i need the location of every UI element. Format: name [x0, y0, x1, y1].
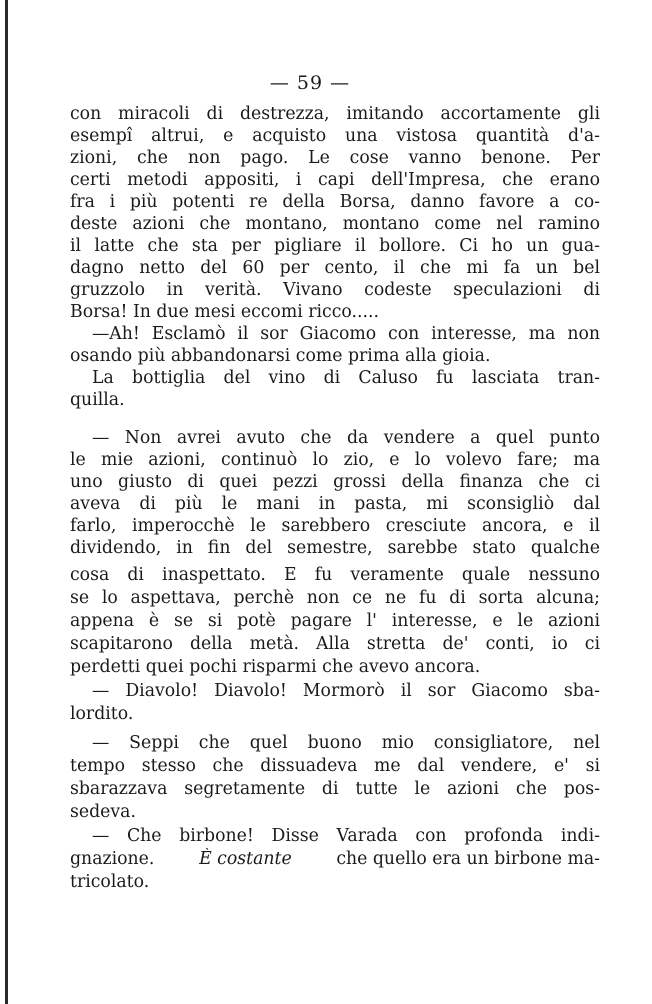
text-line: quilla.: [70, 390, 125, 410]
text-line: aveva di più le mani in pasta, mi sconsigliò dal: [70, 494, 600, 514]
text-line: osando più abbandonarsi come prima alla gioia.: [70, 346, 491, 366]
text-line: se lo aspettava, perchè non ce ne fu di sorta alcuna;: [70, 588, 600, 608]
text-line: —Ah! Esclamò il sor Giacomo con interesse, ma non: [92, 324, 600, 344]
text-line: certi metodi appositi, i capi dell'Impresa, che erano: [70, 170, 600, 190]
text-line: gruzzolo in verità. Vivano codeste speculazioni di: [70, 280, 600, 300]
page-number: — 59 —: [269, 72, 351, 94]
text-line: con miracoli di destrezza, imitando accortamente gli: [70, 104, 600, 124]
text-line: perdetti quei pochi risparmi che avevo ancora.: [70, 657, 481, 677]
text-line: lordito.: [70, 704, 134, 724]
text-line: — Che birbone! Disse Varada con profonda indi-: [92, 826, 600, 846]
text-line: farlo, imperocchè le sarebbero cresciute ancora, e il: [70, 516, 600, 536]
text-line: dagno netto del 60 per cento, il che mi fa un bel: [70, 258, 600, 278]
text-line: tricolato.: [70, 872, 150, 892]
text-line: La bottiglia del vino di Caluso fu lasciata tran-: [92, 368, 600, 388]
page-binding-edge: [5, 0, 8, 1004]
text-line: tempo stesso che dissuadeva me dal vendere, e' si: [70, 756, 600, 776]
text-line: [70, 848, 600, 870]
text-line: dividendo, in fin del semestre, sarebbe stato qualche: [70, 538, 600, 558]
text-line: esempî altrui, e acquisto una vistosa quantità d'a-: [70, 126, 600, 146]
text-line: — Diavolo! Diavolo! Mormorò il sor Giacomo sba-: [92, 681, 600, 701]
text-line: fra i più potenti re della Borsa, danno favore a co-: [70, 192, 600, 212]
text-fragment: gnazione.: [70, 849, 155, 869]
text-line: cosa di inaspettato. E fu veramente quale nessuno: [70, 565, 600, 585]
text-line: sedeva.: [70, 802, 136, 822]
text-line: — Non avrei avuto che da vendere a quel punto: [92, 428, 600, 448]
italic-phrase: È costante: [199, 849, 292, 869]
text-line: scapitarono della metà. Alla stretta de' conti, io ci: [70, 634, 600, 654]
text-line: zioni, che non pago. Le cose vanno benone. Per: [70, 148, 600, 168]
text-line: uno giusto di quei pezzi grossi della finanza che ci: [70, 472, 600, 492]
text-line: — Seppi che quel buono mio consigliatore, nel: [92, 733, 600, 753]
text-fragment: che quello era un birbone ma-: [336, 849, 600, 869]
text-line: deste azioni che montano, montano come nel ramino: [70, 214, 600, 234]
text-line: sbarazzava segretamente di tutte le azioni che pos-: [70, 779, 600, 799]
text-line: le mie azioni, continuò lo zio, e lo volevo fare; ma: [70, 450, 600, 470]
text-line: Borsa! In due mesi eccomi ricco.....: [70, 302, 379, 322]
text-line: appena è se si potè pagare l' interesse, e le azioni: [70, 611, 600, 631]
text-line: il latte che sta per pigliare il bollore. Ci ho un gua-: [70, 236, 600, 256]
